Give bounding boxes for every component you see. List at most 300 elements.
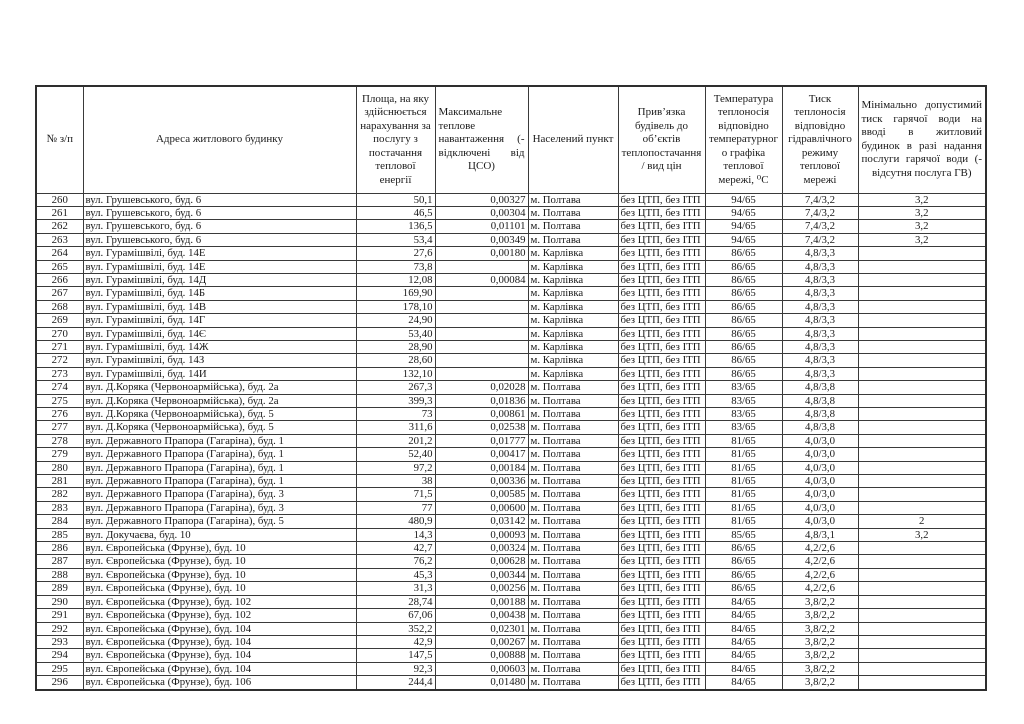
temperature-cell: 81/65 <box>705 434 782 447</box>
load-cell: 0,00861 <box>435 408 528 421</box>
binding-cell: без ЦТП, без ІТП <box>618 327 705 340</box>
table-row <box>36 434 986 447</box>
load-cell: 0,00324 <box>435 542 528 555</box>
table-row <box>36 622 986 635</box>
settlement-cell: м. Полтава <box>528 622 618 635</box>
num-cell: 296 <box>36 676 83 690</box>
area-cell: 52,40 <box>356 448 435 461</box>
address-cell: вул. Державного Прапора (Гагаріна), буд. 1 <box>83 434 356 447</box>
settlement-cell: м. Полтава <box>528 582 618 595</box>
num-cell: 283 <box>36 501 83 514</box>
area-cell: 24,90 <box>356 314 435 327</box>
min_pressure-cell <box>858 461 986 474</box>
num-cell: 261 <box>36 206 83 219</box>
binding-cell: без ЦТП, без ІТП <box>618 314 705 327</box>
temperature-cell: 86/65 <box>705 327 782 340</box>
address-cell: вул. Державного Прапора (Гагаріна), буд. 3 <box>83 488 356 501</box>
settlement-cell: м. Полтава <box>528 649 618 662</box>
load-cell <box>435 300 528 313</box>
pressure-cell: 4,0/3,0 <box>782 488 858 501</box>
settlement-cell: м. Полтава <box>528 662 618 675</box>
num-cell: 260 <box>36 193 83 206</box>
binding-cell: без ЦТП, без ІТП <box>618 287 705 300</box>
binding-cell: без ЦТП, без ІТП <box>618 635 705 648</box>
address-cell: вул. Державного Прапора (Гагаріна), буд. 3 <box>83 501 356 514</box>
settlement-cell: м. Полтава <box>528 515 618 528</box>
area-cell: 42,9 <box>356 635 435 648</box>
binding-cell: без ЦТП, без ІТП <box>618 475 705 488</box>
binding-cell: без ЦТП, без ІТП <box>618 622 705 635</box>
area-cell: 92,3 <box>356 662 435 675</box>
pressure-cell: 4,8/3,8 <box>782 421 858 434</box>
pressure-cell: 4,8/3,1 <box>782 528 858 541</box>
table-row <box>36 327 986 340</box>
min_pressure-cell <box>858 300 986 313</box>
area-cell: 53,4 <box>356 233 435 246</box>
pressure-cell: 3,8/2,2 <box>782 649 858 662</box>
load-cell: 0,02538 <box>435 421 528 434</box>
address-cell: вул. Європейська (Фрунзе), буд. 104 <box>83 649 356 662</box>
settlement-cell: м. Карлівка <box>528 273 618 286</box>
temperature-cell: 86/65 <box>705 340 782 353</box>
temperature-cell: 94/65 <box>705 193 782 206</box>
table-row <box>36 260 986 273</box>
binding-cell: без ЦТП, без ІТП <box>618 260 705 273</box>
table-row <box>36 421 986 434</box>
address-cell: вул. Д.Коряка (Червоноармійська), буд. 2а <box>83 394 356 407</box>
pressure-cell: 3,8/2,2 <box>782 676 858 690</box>
num-cell: 274 <box>36 381 83 394</box>
num-cell: 295 <box>36 662 83 675</box>
table-row <box>36 287 986 300</box>
address-cell: вул. Гурамішвілі, буд. 14И <box>83 367 356 380</box>
address-cell: вул. Гурамішвілі, буд. 14Г <box>83 314 356 327</box>
col-header-binding: Прив’язка будівель до об’єктів теплопостачання/ вид цін <box>618 86 705 193</box>
min_pressure-cell: 3,2 <box>858 220 986 233</box>
temperature-cell: 86/65 <box>705 568 782 581</box>
pressure-cell: 4,0/3,0 <box>782 501 858 514</box>
min_pressure-cell <box>858 434 986 447</box>
binding-cell: без ЦТП, без ІТП <box>618 394 705 407</box>
load-cell: 0,01101 <box>435 220 528 233</box>
temperature-cell: 84/65 <box>705 595 782 608</box>
load-cell <box>435 340 528 353</box>
min_pressure-cell <box>858 367 986 380</box>
num-cell: 263 <box>36 233 83 246</box>
settlement-cell: м. Полтава <box>528 676 618 690</box>
load-cell <box>435 260 528 273</box>
pressure-cell: 4,2/2,6 <box>782 582 858 595</box>
pressure-cell: 4,2/2,6 <box>782 568 858 581</box>
pressure-cell: 3,8/2,2 <box>782 635 858 648</box>
binding-cell: без ЦТП, без ІТП <box>618 247 705 260</box>
temperature-cell: 86/65 <box>705 287 782 300</box>
temperature-cell: 86/65 <box>705 354 782 367</box>
area-cell: 311,6 <box>356 421 435 434</box>
load-cell <box>435 287 528 300</box>
area-cell: 352,2 <box>356 622 435 635</box>
load-cell: 0,01777 <box>435 434 528 447</box>
pressure-cell: 4,0/3,0 <box>782 448 858 461</box>
temperature-cell: 94/65 <box>705 220 782 233</box>
area-cell: 46,5 <box>356 206 435 219</box>
binding-cell: без ЦТП, без ІТП <box>618 542 705 555</box>
col-header-min-pressure: Мінімально допустимий тиск гарячої води на вводі в житловий будинок в разі надання послуги гарячої води (-відсутня послуга ГВ) <box>858 86 986 193</box>
temperature-cell: 84/65 <box>705 622 782 635</box>
binding-cell: без ЦТП, без ІТП <box>618 488 705 501</box>
settlement-cell: м. Полтава <box>528 555 618 568</box>
load-cell: 0,00344 <box>435 568 528 581</box>
table-row <box>36 515 986 528</box>
binding-cell: без ЦТП, без ІТП <box>618 528 705 541</box>
table-row <box>36 394 986 407</box>
settlement-cell: м. Полтава <box>528 528 618 541</box>
min_pressure-cell <box>858 314 986 327</box>
pressure-cell: 7,4/3,2 <box>782 233 858 246</box>
table-row <box>36 568 986 581</box>
table-row <box>36 635 986 648</box>
temperature-cell: 83/65 <box>705 381 782 394</box>
settlement-cell: м. Карлівка <box>528 247 618 260</box>
address-cell: вул. Європейська (Фрунзе), буд. 106 <box>83 676 356 690</box>
num-cell: 267 <box>36 287 83 300</box>
pressure-cell: 4,8/3,3 <box>782 327 858 340</box>
col-header-area: Площа, на яку здійснюється нарахування за послугу з постачання теплової енергії <box>356 86 435 193</box>
address-cell: вул. Гурамішвілі, буд. 14З <box>83 354 356 367</box>
table-row <box>36 582 986 595</box>
load-cell: 0,01480 <box>435 676 528 690</box>
num-cell: 271 <box>36 340 83 353</box>
binding-cell: без ЦТП, без ІТП <box>618 568 705 581</box>
temperature-cell: 81/65 <box>705 475 782 488</box>
min_pressure-cell <box>858 568 986 581</box>
settlement-cell: м. Полтава <box>528 448 618 461</box>
load-cell: 0,00585 <box>435 488 528 501</box>
address-cell: вул. Державного Прапора (Гагаріна), буд. 1 <box>83 448 356 461</box>
load-cell: 0,02301 <box>435 622 528 635</box>
address-cell: вул. Грушевського, буд. 6 <box>83 206 356 219</box>
pressure-cell: 4,8/3,8 <box>782 394 858 407</box>
temperature-cell: 94/65 <box>705 206 782 219</box>
table-row <box>36 488 986 501</box>
temperature-cell: 81/65 <box>705 448 782 461</box>
area-cell: 28,90 <box>356 340 435 353</box>
pressure-cell: 7,4/3,2 <box>782 220 858 233</box>
temperature-cell: 85/65 <box>705 528 782 541</box>
load-cell: 0,00349 <box>435 233 528 246</box>
address-cell: вул. Докучаєва, буд. 10 <box>83 528 356 541</box>
settlement-cell: м. Карлівка <box>528 300 618 313</box>
settlement-cell: м. Полтава <box>528 394 618 407</box>
pressure-cell: 4,8/3,3 <box>782 287 858 300</box>
binding-cell: без ЦТП, без ІТП <box>618 421 705 434</box>
num-cell: 284 <box>36 515 83 528</box>
min_pressure-cell: 3,2 <box>858 206 986 219</box>
table-row <box>36 220 986 233</box>
table-row <box>36 314 986 327</box>
min_pressure-cell <box>858 609 986 622</box>
settlement-cell: м. Полтава <box>528 434 618 447</box>
area-cell: 244,4 <box>356 676 435 690</box>
address-cell: вул. Європейська (Фрунзе), буд. 10 <box>83 582 356 595</box>
area-cell: 42,7 <box>356 542 435 555</box>
binding-cell: без ЦТП, без ІТП <box>618 582 705 595</box>
min_pressure-cell <box>858 381 986 394</box>
settlement-cell: м. Полтава <box>528 421 618 434</box>
pressure-cell: 4,0/3,0 <box>782 461 858 474</box>
settlement-cell: м. Полтава <box>528 475 618 488</box>
table-row <box>36 555 986 568</box>
binding-cell: без ЦТП, без ІТП <box>618 501 705 514</box>
address-cell: вул. Гурамішвілі, буд. 14Є <box>83 327 356 340</box>
table-row <box>36 354 986 367</box>
table-row <box>36 381 986 394</box>
num-cell: 270 <box>36 327 83 340</box>
num-cell: 262 <box>36 220 83 233</box>
load-cell: 0,00188 <box>435 595 528 608</box>
min_pressure-cell <box>858 649 986 662</box>
area-cell: 178,10 <box>356 300 435 313</box>
min_pressure-cell <box>858 421 986 434</box>
settlement-cell: м. Полтава <box>528 461 618 474</box>
min_pressure-cell: 2 <box>858 515 986 528</box>
area-cell: 53,40 <box>356 327 435 340</box>
load-cell <box>435 367 528 380</box>
load-cell: 0,00417 <box>435 448 528 461</box>
num-cell: 285 <box>36 528 83 541</box>
pressure-cell: 4,8/3,3 <box>782 354 858 367</box>
settlement-cell: м. Карлівка <box>528 340 618 353</box>
load-cell: 0,00093 <box>435 528 528 541</box>
min_pressure-cell <box>858 501 986 514</box>
area-cell: 76,2 <box>356 555 435 568</box>
min_pressure-cell <box>858 340 986 353</box>
min_pressure-cell <box>858 622 986 635</box>
col-header-settlement: Населений пункт <box>528 86 618 193</box>
num-cell: 277 <box>36 421 83 434</box>
table-row <box>36 206 986 219</box>
settlement-cell: м. Полтава <box>528 501 618 514</box>
binding-cell: без ЦТП, без ІТП <box>618 448 705 461</box>
min_pressure-cell <box>858 635 986 648</box>
address-cell: вул. Гурамішвілі, буд. 14Е <box>83 247 356 260</box>
temperature-cell: 86/65 <box>705 542 782 555</box>
area-cell: 45,3 <box>356 568 435 581</box>
min_pressure-cell: 3,2 <box>858 528 986 541</box>
table-row <box>36 676 986 690</box>
address-cell: вул. Європейська (Фрунзе), буд. 10 <box>83 542 356 555</box>
binding-cell: без ЦТП, без ІТП <box>618 193 705 206</box>
binding-cell: без ЦТП, без ІТП <box>618 206 705 219</box>
load-cell: 0,00327 <box>435 193 528 206</box>
settlement-cell: м. Полтава <box>528 233 618 246</box>
settlement-cell: м. Полтава <box>528 542 618 555</box>
col-header-load: Максимальне теплове навантаження (-відключені від ЦСО) <box>435 86 528 193</box>
binding-cell: без ЦТП, без ІТП <box>618 300 705 313</box>
pressure-cell: 4,8/3,3 <box>782 367 858 380</box>
table-row <box>36 247 986 260</box>
table-row <box>36 461 986 474</box>
address-cell: вул. Гурамішвілі, буд. 14Д <box>83 273 356 286</box>
table-body <box>36 193 986 690</box>
num-cell: 289 <box>36 582 83 595</box>
table-row <box>36 193 986 206</box>
area-cell: 14,3 <box>356 528 435 541</box>
num-cell: 281 <box>36 475 83 488</box>
table-row <box>36 367 986 380</box>
binding-cell: без ЦТП, без ІТП <box>618 367 705 380</box>
binding-cell: без ЦТП, без ІТП <box>618 434 705 447</box>
min_pressure-cell <box>858 448 986 461</box>
address-cell: вул. Гурамішвілі, буд. 14Ж <box>83 340 356 353</box>
area-cell: 12,08 <box>356 273 435 286</box>
min_pressure-cell <box>858 247 986 260</box>
table-row <box>36 340 986 353</box>
pressure-cell: 4,8/3,3 <box>782 247 858 260</box>
temperature-cell: 81/65 <box>705 501 782 514</box>
min_pressure-cell <box>858 676 986 690</box>
pressure-cell: 4,2/2,6 <box>782 542 858 555</box>
min_pressure-cell <box>858 542 986 555</box>
address-cell: вул. Державного Прапора (Гагаріна), буд. 5 <box>83 515 356 528</box>
table-row <box>36 528 986 541</box>
min_pressure-cell <box>858 354 986 367</box>
min_pressure-cell <box>858 260 986 273</box>
address-cell: вул. Д.Коряка (Червоноармійська), буд. 5 <box>83 421 356 434</box>
table-row <box>36 542 986 555</box>
temperature-cell: 84/65 <box>705 676 782 690</box>
settlement-cell: м. Полтава <box>528 595 618 608</box>
pressure-cell: 4,8/3,8 <box>782 408 858 421</box>
min_pressure-cell <box>858 287 986 300</box>
num-cell: 268 <box>36 300 83 313</box>
temperature-cell: 86/65 <box>705 247 782 260</box>
load-cell: 0,00084 <box>435 273 528 286</box>
min_pressure-cell <box>858 555 986 568</box>
address-cell: вул. Д.Коряка (Червоноармійська), буд. 2а <box>83 381 356 394</box>
settlement-cell: м. Полтава <box>528 635 618 648</box>
temperature-cell: 86/65 <box>705 367 782 380</box>
load-cell <box>435 314 528 327</box>
area-cell: 27,6 <box>356 247 435 260</box>
binding-cell: без ЦТП, без ІТП <box>618 461 705 474</box>
settlement-cell: м. Полтава <box>528 220 618 233</box>
temperature-cell: 83/65 <box>705 408 782 421</box>
load-cell: 0,00628 <box>435 555 528 568</box>
settlement-cell: м. Полтава <box>528 193 618 206</box>
num-cell: 279 <box>36 448 83 461</box>
load-cell <box>435 354 528 367</box>
binding-cell: без ЦТП, без ІТП <box>618 220 705 233</box>
num-cell: 269 <box>36 314 83 327</box>
load-cell: 0,03142 <box>435 515 528 528</box>
pressure-cell: 4,8/3,3 <box>782 300 858 313</box>
settlement-cell: м. Полтава <box>528 488 618 501</box>
address-cell: вул. Грушевського, буд. 6 <box>83 193 356 206</box>
settlement-cell: м. Карлівка <box>528 314 618 327</box>
settlement-cell: м. Карлівка <box>528 260 618 273</box>
binding-cell: без ЦТП, без ІТП <box>618 555 705 568</box>
area-cell: 73,8 <box>356 260 435 273</box>
settlement-cell: м. Полтава <box>528 381 618 394</box>
address-cell: вул. Державного Прапора (Гагаріна), буд. 1 <box>83 475 356 488</box>
min_pressure-cell <box>858 273 986 286</box>
binding-cell: без ЦТП, без ІТП <box>618 340 705 353</box>
pressure-cell: 4,2/2,6 <box>782 555 858 568</box>
address-cell: вул. Гурамішвілі, буд. 14Б <box>83 287 356 300</box>
load-cell: 0,00600 <box>435 501 528 514</box>
load-cell: 0,00304 <box>435 206 528 219</box>
pressure-cell: 7,4/3,2 <box>782 193 858 206</box>
buildings-table <box>35 85 987 691</box>
temperature-cell: 86/65 <box>705 300 782 313</box>
min_pressure-cell <box>858 662 986 675</box>
area-cell: 77 <box>356 501 435 514</box>
address-cell: вул. Європейська (Фрунзе), буд. 104 <box>83 662 356 675</box>
num-cell: 272 <box>36 354 83 367</box>
address-cell: вул. Грушевського, буд. 6 <box>83 233 356 246</box>
settlement-cell: м. Карлівка <box>528 327 618 340</box>
temperature-cell: 84/65 <box>705 662 782 675</box>
table-row <box>36 233 986 246</box>
min_pressure-cell: 3,2 <box>858 193 986 206</box>
table-row <box>36 609 986 622</box>
table-header-row <box>36 86 986 193</box>
min_pressure-cell <box>858 394 986 407</box>
num-cell: 288 <box>36 568 83 581</box>
area-cell: 201,2 <box>356 434 435 447</box>
table-row <box>36 501 986 514</box>
num-cell: 276 <box>36 408 83 421</box>
temperature-cell: 86/65 <box>705 555 782 568</box>
pressure-cell: 3,8/2,2 <box>782 595 858 608</box>
temperature-cell: 86/65 <box>705 314 782 327</box>
area-cell: 147,5 <box>356 649 435 662</box>
address-cell: вул. Європейська (Фрунзе), буд. 10 <box>83 568 356 581</box>
temperature-cell: 84/65 <box>705 635 782 648</box>
pressure-cell: 3,8/2,2 <box>782 662 858 675</box>
temperature-cell: 83/65 <box>705 394 782 407</box>
temperature-cell: 81/65 <box>705 461 782 474</box>
binding-cell: без ЦТП, без ІТП <box>618 273 705 286</box>
num-cell: 264 <box>36 247 83 260</box>
settlement-cell: м. Полтава <box>528 408 618 421</box>
area-cell: 28,74 <box>356 595 435 608</box>
load-cell: 0,00180 <box>435 247 528 260</box>
load-cell: 0,01836 <box>435 394 528 407</box>
temperature-cell: 81/65 <box>705 488 782 501</box>
num-cell: 275 <box>36 394 83 407</box>
area-cell: 132,10 <box>356 367 435 380</box>
table-row <box>36 273 986 286</box>
num-cell: 286 <box>36 542 83 555</box>
load-cell: 0,00184 <box>435 461 528 474</box>
area-cell: 97,2 <box>356 461 435 474</box>
pressure-cell: 4,8/3,3 <box>782 340 858 353</box>
area-cell: 31,3 <box>356 582 435 595</box>
load-cell <box>435 327 528 340</box>
load-cell: 0,00267 <box>435 635 528 648</box>
num-cell: 292 <box>36 622 83 635</box>
address-cell: вул. Грушевського, буд. 6 <box>83 220 356 233</box>
temperature-cell: 86/65 <box>705 273 782 286</box>
address-cell: вул. Європейська (Фрунзе), буд. 10 <box>83 555 356 568</box>
area-cell: 38 <box>356 475 435 488</box>
pressure-cell: 4,8/3,3 <box>782 260 858 273</box>
min_pressure-cell <box>858 595 986 608</box>
table-row <box>36 662 986 675</box>
pressure-cell: 4,0/3,0 <box>782 515 858 528</box>
